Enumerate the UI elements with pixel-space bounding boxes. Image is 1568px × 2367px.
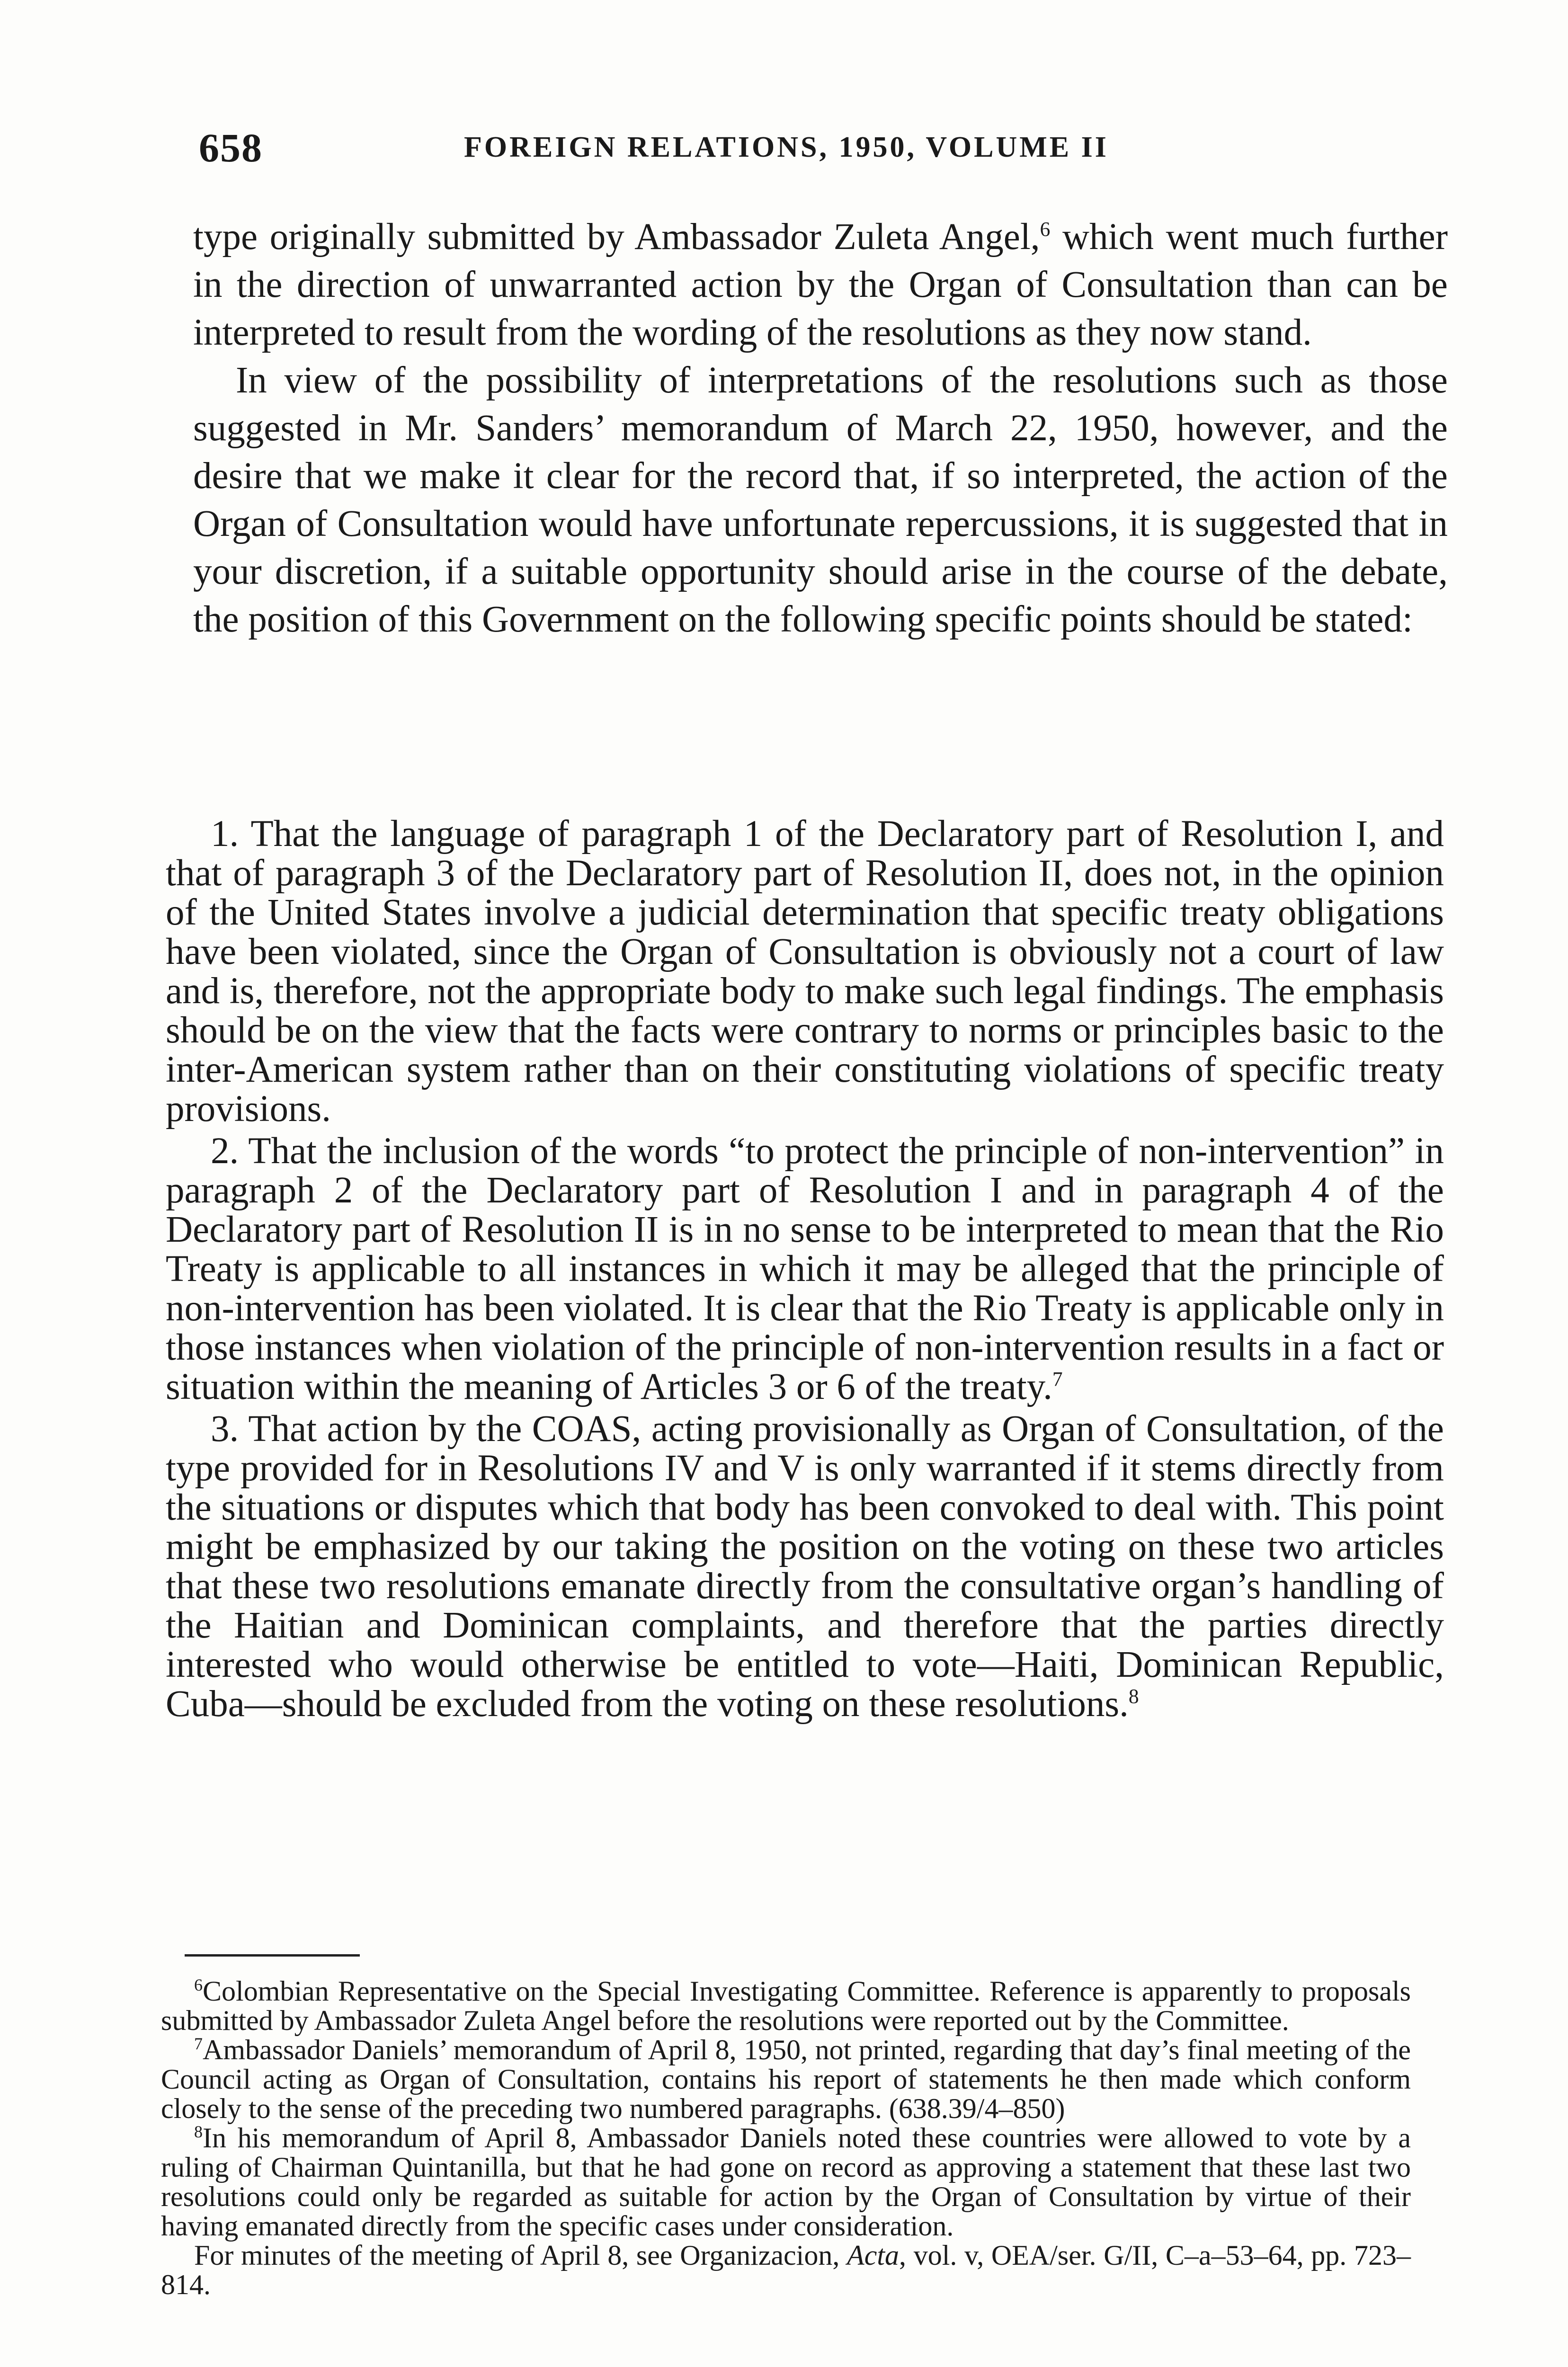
footnote <box>161 2035 1411 2123</box>
footnote-number: 8 <box>194 2122 203 2141</box>
main-text <box>193 213 1448 643</box>
numbered-point <box>166 1131 1444 1406</box>
paragraph: In view of the possibility of interpretations of the resolutions such as those suggested in Mr. Sanders’ memorandum of March 22, 1950, however, and the desire that we make it clear for the record that, if so interpreted, the action of the Organ of Consultation would have unfortunate repercussions, it is suggested that in your discretion, if a suitable opportunity should arise in the course of the debate, the position of this Government on the following specific points should be stated: <box>193 360 1448 640</box>
footnote-reference: 8 <box>1128 1685 1139 1708</box>
numbered-point <box>166 1409 1444 1724</box>
footnote-continuation <box>161 2241 1411 2299</box>
footnote <box>161 1976 1411 2035</box>
paragraph-continuation <box>193 213 1448 356</box>
footnote-reference: 6 <box>1040 218 1051 241</box>
page-header <box>199 124 1453 181</box>
footnote-text: , vol. v, OEA/ser. G/II, C–a–53–64, pp. 723–814. <box>161 2240 1411 2300</box>
footnotes <box>161 1976 1411 2299</box>
running-head: FOREIGN RELATIONS, 1950, VOLUME II <box>464 131 1109 163</box>
footnote-text: Colombian Representative on the Special Investigating Committee. Reference is apparently to proposals submitted by Ambassador Zuleta Angel before the resolutions were reported out by the Committee. <box>161 1975 1411 2036</box>
page-number: 658 <box>199 125 263 170</box>
numbered-points <box>166 814 1444 1724</box>
paragraph-text: type originally submitted by Ambassador Zuleta Angel, <box>193 216 1040 258</box>
publication-title: Acta <box>847 2240 899 2271</box>
footnote-divider <box>185 1954 360 1957</box>
paragraph-text: which went much further in the direction of unwarranted action by the Organ of Consultation than can be interpreted to result from the wording of the resolutions as they now stand. <box>193 216 1448 353</box>
footnote-number: 6 <box>194 1975 203 1994</box>
footnote-number: 7 <box>194 2034 203 2053</box>
footnote-text: For minutes of the meeting of April 8, see Organizacion, <box>194 2240 847 2271</box>
footnote-text: In his memorandum of April 8, Ambassador Daniels noted these countries were allowed to vote by a ruling of Chairman Quintanilla, but that he had gone on record as approving a statement that these last two resolutions could only be regarded as suitable for action by the Organ of Consultation by virtue of their having emanated directly from the specific cases under consideration. <box>161 2122 1411 2242</box>
footnote-reference: 7 <box>1052 1368 1063 1391</box>
footnote-text: Ambassador Daniels’ memorandum of April 8, 1950, not printed, regarding that day’s final meeting of the Council acting as Organ of Consultation, contains his report of statements he then made which conform closely to the sense of the preceding two numbered paragraphs. (638.39/4–850) <box>161 2034 1411 2124</box>
point-text: 3. That action by the COAS, acting provisionally as Organ of Consultation, of the type provided for in Resolutions IV and V is only warranted if it stems directly from the situations or disputes which that body has been convoked to deal with. This point might be emphasized by our taking the position on the voting on these two articles that these two resolutions emanate directly from the consultative organ’s handling of the Haitian and Dominican complaints, and therefore that the parties directly interested who would otherwise be entitled to vote—Haiti, Dominican Republic, Cuba—should be excluded from the voting on these resolutions. <box>166 1408 1444 1725</box>
point-text: 2. That the inclusion of the words “to protect the principle of non-intervention” in paragraph 2 of the Declaratory part of Resolution I and in paragraph 4 of the Declaratory part of Resolution II is in no sense to be interpreted to mean that the Rio Treaty is applicable to all instances in which it may be alleged that the principle of non-intervention has been violated. It is clear that the Rio Treaty is applicable only in those instances when violation of the principle of non-intervention results in a fact or situation within the meaning of Articles 3 or 6 of the treaty. <box>166 1130 1444 1407</box>
numbered-point: 1. That the language of paragraph 1 of the Declaratory part of Resolution I, and that of paragraph 3 of the Declaratory part of Resolution II, does not, in the opinion of the United States involve a judicial determination that specific treaty obligations have been violated, since the Organ of Consultation is obviously not a court of law and is, therefore, not the appropriate body to make such legal findings. The emphasis should be on the view that the facts were contrary to norms or principles basic to the inter-American system rather than on their constituting violations of specific treaty provisions. <box>166 813 1444 1130</box>
footnote <box>161 2123 1411 2241</box>
